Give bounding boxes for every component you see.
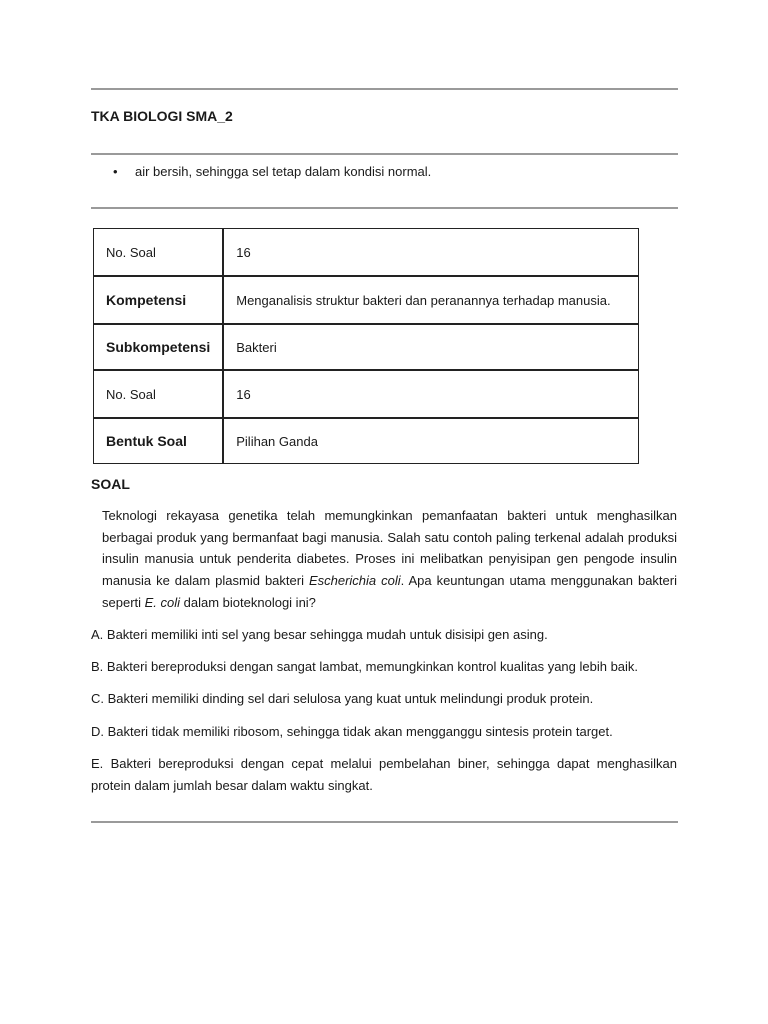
option-b: B. Bakteri bereproduksi dengan sangat lambat, memungkinkan kontrol kualitas yang lebih baik. [91, 659, 639, 674]
bullet-icon: • [113, 164, 118, 179]
row-value-bentuk-soal: Pilihan Ganda [223, 418, 639, 464]
stem-text-3: dalam bioteknologi ini? [180, 594, 316, 610]
table-row [93, 324, 639, 370]
table-row [93, 276, 639, 324]
option-d: D. Bakteri tidak memiliki ribosom, sehingga tidak akan mengganggu sintesis protein target. [91, 724, 613, 739]
bullet-item [113, 164, 431, 179]
document-title: TKA BIOLOGI SMA_2 [91, 108, 233, 124]
option-c: C. Bakteri memiliki dinding sel dari selulosa yang kuat untuk melindungi produk protein. [91, 691, 594, 706]
top-divider [91, 88, 678, 90]
stem-italic-short: E. coli [144, 594, 181, 610]
table-row [93, 370, 639, 418]
stem-text-2: . Apa keuntungan utama menggunakan bakteri seperti [102, 573, 677, 610]
option-a: A. Bakteri memiliki inti sel yang besar sehingga mudah untuk disisipi gen asing. [91, 627, 548, 642]
row-label-no-soal-2: No. Soal [93, 370, 223, 418]
bullet-text: air bersih, sehingga sel tetap dalam kondisi normal. [135, 164, 432, 179]
stem-italic-species: Escherichia coli [308, 573, 401, 589]
title-divider [91, 153, 678, 155]
row-value-no-soal: 16 [223, 228, 639, 276]
row-value-subkompetensi: Bakteri [223, 324, 639, 370]
stem-text-1: Teknologi rekayasa genetika telah memungkinkan pemanfaatan bakteri untuk menghasilkan berbagai produk yang bermanfaat bagi manusia. Salah satu contoh paling terkenal adalah produksi insulin manusia untuk penderita diabetes. Proses ini melibatkan penyisipan gen pengode insulin manusia ke dalam plasmid bakteri [102, 508, 677, 589]
row-label-no-soal: No. Soal [93, 228, 223, 276]
row-label-bentuk-soal: Bentuk Soal [93, 418, 223, 464]
row-value-no-soal-2: 16 [223, 370, 639, 418]
table-row [93, 228, 639, 276]
section-divider [91, 207, 678, 209]
row-label-kompetensi: Kompetensi [93, 276, 223, 324]
row-label-subkompetensi: Subkompetensi [93, 324, 223, 370]
question-meta-table [93, 228, 639, 464]
table-row [93, 418, 639, 464]
question-stem [102, 505, 677, 614]
option-e: E. Bakteri bereproduksi dengan cepat melalui pembelahan biner, sehingga dapat menghasilkan protein dalam jumlah besar dalam waktu singkat. [91, 756, 677, 793]
bottom-divider [91, 821, 678, 823]
row-value-kompetensi: Menganalisis struktur bakteri dan peranannya terhadap manusia. [223, 276, 639, 324]
question-heading: SOAL [91, 476, 130, 492]
